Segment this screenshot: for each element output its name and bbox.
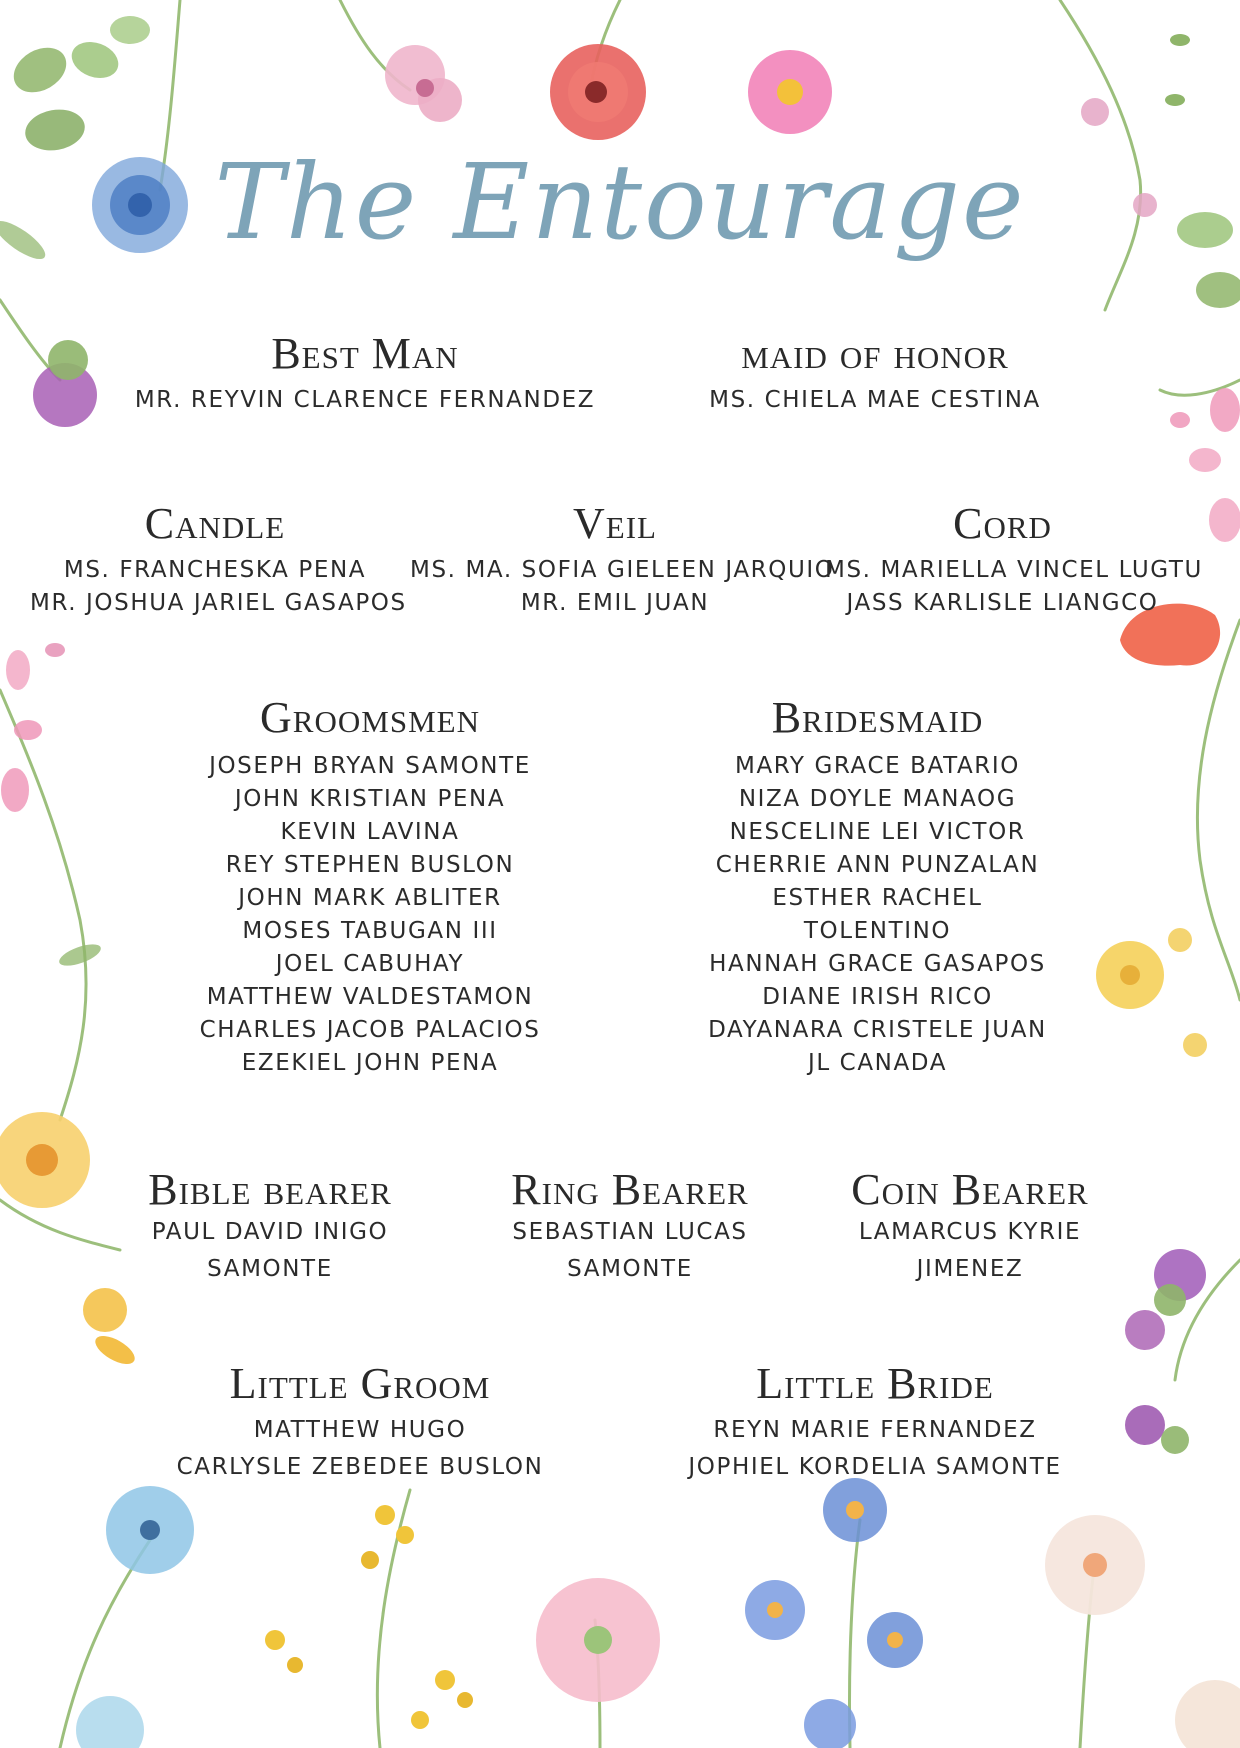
pink-poppy-bottom: [536, 1578, 660, 1702]
little-groom-section: [160, 1359, 560, 1486]
name-list: [30, 554, 407, 620]
bridesmaid-section: [680, 693, 1075, 1080]
yellow-daisy-left: [0, 1112, 139, 1370]
name-item: MATTHEW VALDESTAMON: [206, 984, 534, 1010]
name-item: MATTHEW HUGO: [253, 1417, 467, 1443]
name-item: MR. EMIL JUAN: [520, 590, 710, 616]
little-bride-section: [670, 1359, 1080, 1486]
name-list: [170, 750, 570, 1080]
name-list: [120, 1214, 420, 1288]
name-item: JASS KARLISLE LIANGCO: [846, 590, 1159, 616]
name-item: JOHN MARK ABLITER: [238, 885, 502, 911]
best-man-section: [80, 329, 650, 417]
name-item: PAUL DAVID INIGO: [151, 1219, 389, 1245]
name-item: ESTHER RACHEL: [772, 885, 983, 911]
name-item: TOLENTINO: [803, 918, 952, 944]
name-list: [825, 554, 1203, 620]
name-item: LAMARCUS KYRIE: [858, 1219, 1082, 1245]
name-item: JL CANADA: [807, 1050, 948, 1076]
name-item: JOSEPH BRYAN SAMONTE: [209, 753, 531, 779]
section-heading: Little Bride: [756, 1359, 994, 1408]
bible-bearer-section: [120, 1165, 420, 1288]
name-list: [640, 384, 1110, 417]
name-item: SAMONTE: [207, 1256, 333, 1282]
ring-bearer-section: [480, 1165, 780, 1288]
name-item: MS. CHIELA MAE CESTINA: [709, 387, 1041, 413]
name-item: SAMONTE: [567, 1256, 693, 1282]
name-item: MR. JOSHUA JARIEL GASAPOS: [30, 590, 407, 616]
red-poppy-top: [550, 44, 646, 140]
name-item: KEVIN LAVINA: [280, 819, 460, 845]
name-item: MARY GRACE BATARIO: [735, 753, 1020, 779]
name-item: REY STEPHEN BUSLON: [225, 852, 515, 878]
name-list: [160, 1412, 560, 1486]
coin-bearer-section: [820, 1165, 1120, 1288]
blue-asters-bottom: [745, 1478, 923, 1748]
name-item: JOHN KRISTIAN PENA: [234, 786, 506, 812]
candle-section: [30, 499, 407, 620]
purple-thistles-right: [1125, 1249, 1206, 1454]
maid-of-honor-section: [640, 329, 1110, 417]
name-item: NESCELINE LEI VICTOR: [729, 819, 1026, 845]
section-heading: Cord: [953, 499, 1052, 548]
veil-section: [410, 499, 835, 620]
name-item: DIANE IRISH RICO: [762, 984, 993, 1010]
cord-section: [825, 499, 1203, 620]
name-item: JOPHIEL KORDELIA SAMONTE: [688, 1454, 1062, 1480]
pink-cosmos-top: [748, 50, 832, 134]
name-list: [680, 750, 1075, 1080]
name-list: [820, 1214, 1120, 1288]
name-item: DAYANARA CRISTELE JUAN: [708, 1017, 1047, 1043]
name-item: REYN MARIE FERNANDEZ: [713, 1417, 1037, 1443]
name-item: SEBASTIAN LUCAS: [512, 1219, 748, 1245]
section-heading: Veil: [573, 499, 657, 548]
name-item: NIZA DOYLE MANAOG: [738, 786, 1017, 812]
name-item: JIMENEZ: [916, 1256, 1024, 1282]
name-item: JOEL CABUHAY: [275, 951, 465, 977]
name-item: CHARLES JACOB PALACIOS: [199, 1017, 541, 1043]
name-item: CHERRIE ANN PUNZALAN: [715, 852, 1040, 878]
section-heading: Little Groom: [229, 1359, 491, 1408]
name-item: MR. REYVIN CLARENCE FERNANDEZ: [134, 387, 596, 413]
name-item: EZEKIEL JOHN PENA: [241, 1050, 499, 1076]
pink-buds-left-middle: [1, 643, 103, 970]
blue-flower-bottom-left: [76, 1486, 194, 1748]
section-heading: Candle: [144, 499, 286, 548]
groomsmen-section: [170, 693, 570, 1080]
pink-blossom-top: [385, 45, 462, 122]
name-list: [410, 554, 835, 620]
name-item: MS. FRANCHESKA PENA: [63, 557, 367, 583]
name-item: MS. MARIELLA VINCEL LUGTU: [825, 557, 1203, 583]
name-item: CARLYSLE ZEBEDEE BUSLON: [176, 1454, 544, 1480]
section-heading: Best Man: [271, 329, 459, 378]
name-list: [480, 1214, 780, 1288]
white-lily-bottom-right: [1045, 1515, 1240, 1748]
name-item: MOSES TABUGAN III: [242, 918, 498, 944]
name-list: [670, 1412, 1080, 1486]
section-heading: Bible bearer: [148, 1165, 392, 1214]
section-heading: maid of honor: [741, 329, 1009, 378]
page-title: The Entourage: [214, 141, 1026, 263]
section-heading: Groomsmen: [260, 693, 480, 742]
name-item: HANNAH GRACE GASAPOS: [709, 951, 1046, 977]
section-heading: Coin Bearer: [851, 1165, 1089, 1214]
yellow-buttercup-right: [1096, 928, 1207, 1057]
name-item: MS. MA. SOFIA GIELEEN JARQUIO: [410, 557, 835, 583]
yellow-sprigs-bottom: [265, 1505, 473, 1729]
pink-buds-right-upper: [1170, 388, 1240, 542]
name-list: [80, 384, 650, 417]
section-heading: Ring Bearer: [511, 1165, 749, 1214]
section-heading: Bridesmaid: [771, 693, 984, 742]
